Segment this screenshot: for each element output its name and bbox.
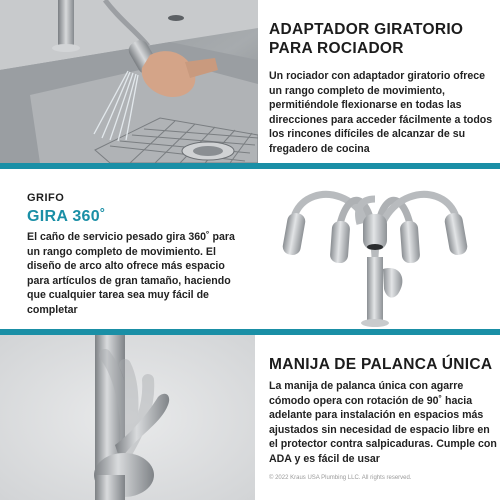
copyright-notice: © 2022 Kraus USA Plumbing LLC. All rights reserved.: [269, 475, 412, 481]
sprayer-photo: [0, 0, 258, 163]
swivel-description: El caño de servicio pesado gira 360˚ para un rango completo de movimiento. El diseño de arco alto ofrece más espacio para artículos de gran tamaño, haciendo que cualquier tarea sea muy fácil de completar: [27, 231, 235, 317]
sprayer-title: ADAPTADOR GIRATORIO PARA ROCIADOR: [269, 21, 464, 58]
sprayer-description: Un rociador con adaptador giratorio ofrece un rango completo de movimiento, permitiéndole flexionarse en todas las direcciones para acceder fácilmente a todos los rincones difíciles de alcanzar de su fregadero de cocina: [269, 70, 493, 156]
lever-description: La manija de palanca única con agarre cómodo opera con rotación de 90˚ hacia adelante para instalación en espacios más ajustados sin necesidad de espacio libre en el protector contra salpicaduras. Cumple con ADA y es fácil de usar: [269, 380, 497, 466]
swivel-faucet-photo: [250, 169, 500, 329]
faucet-label: GRIFO: [27, 192, 65, 204]
swivel-title: GIRA 360˚: [27, 208, 106, 225]
lever-title: MANIJA DE PALANCA ÚNICA: [269, 356, 493, 373]
lever-handle-photo: [0, 335, 255, 500]
sprayer-section: [0, 0, 500, 163]
